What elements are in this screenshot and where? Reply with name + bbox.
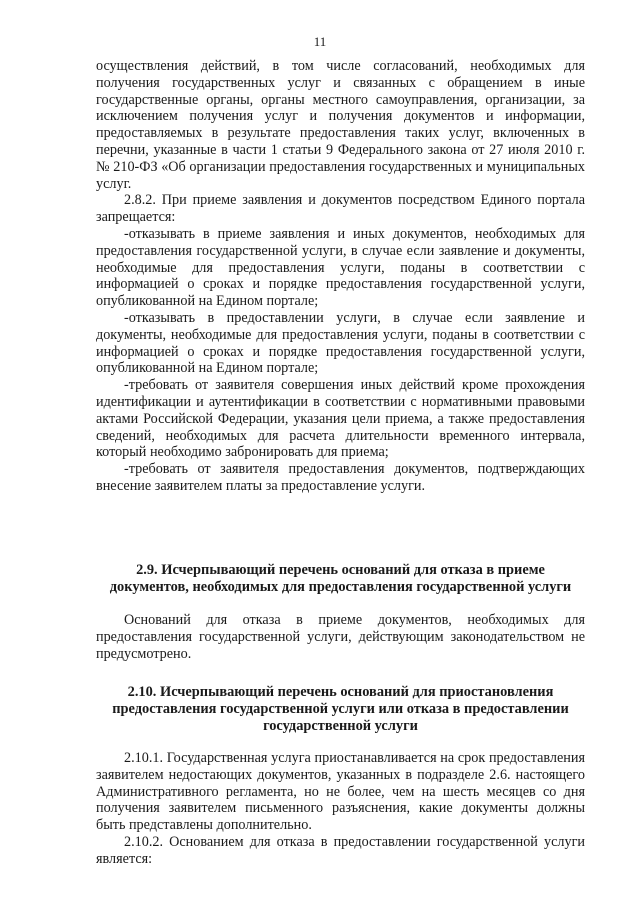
prohibition-item-3: -требовать от заявителя совершения иных действий кроме прохождения идентификации и аутентификации в соответствии с нормативными правовыми актами Российской Федерации, указания цели приема, а также предоставления сведений, необходимых для расчета длительности временного интервала, который необходимо забронировать для приема; xyxy=(96,377,585,461)
section-2-8-2-intro: 2.8.2. При приеме заявления и документов посредством Единого портала запрещается: xyxy=(96,192,585,226)
section-2-10 xyxy=(96,684,585,735)
section-2-9 xyxy=(96,562,585,596)
prohibition-item-4: -требовать от заявителя предоставления документов, подтверждающих внесение заявителем платы за предоставление услуги. xyxy=(96,461,585,494)
page-number: 11 xyxy=(313,34,327,49)
prohibition-item-1: -отказывать в приеме заявления и иных документов, необходимых для предоставления государственной услуги, в случае если заявление и документы, необходимые для предоставления услуги, поданы в соответствии с информацией о сроках и порядке предоставления государственной услуги, опубликованной на Едином портале; xyxy=(96,225,585,310)
section-2-9-heading: 2.9. Исчерпывающий перечень оснований для отказа в приеме документов, необходимых для предоставления государственной услуги xyxy=(109,562,572,595)
section-2-9-text: Оснований для отказа в приеме документов, необходимых для предоставления государственной услуги, действующим законодательством не предусмотрено. xyxy=(96,612,585,662)
section-2-10-body xyxy=(96,750,585,868)
intro-paragraph: осуществления действий, в том числе согласований, необходимых для получения государственных услуг и связанных с обращением в иные государственные органы, органы местного самоуправления, организации, за исключением получения услуг и получения документов и информации, предоставляемых в результате предоставления таких услуг, включенных в перечни, указанные в части 1 статьи 9 Федерального закона от 27 июля 2010 г. № 210-ФЗ «Об организации предоставления государственных и муниципальных услуг. xyxy=(96,58,585,192)
section-2-10-1: 2.10.1. Государственная услуга приостанавливается на срок предоставления заявителем недостающих документов, указанных в подразделе 2.6. настоящего Административного регламента, но не более, чем на шесть месяцев со дня получения заявителем письменного разъяснения, какие документы должны быть представлены дополнительно. xyxy=(96,750,585,834)
section-2-10-2: 2.10.2. Основанием для отказа в предоставлении государственной услуги является: xyxy=(96,833,585,867)
section-2-9-body xyxy=(96,612,585,662)
prohibition-item-2: -отказывать в предоставлении услуги, в случае если заявление и документы, необходимые для предоставления услуги, поданы в соответствии с информацией о сроках и порядке предоставления государственной услуги, опубликованной на Едином портале; xyxy=(96,309,585,377)
section-2-10-heading: 2.10. Исчерпывающий перечень оснований для приостановления предоставления государственной услуги или отказа в предоставлении государственной услуги xyxy=(112,684,569,734)
document-body xyxy=(96,58,585,495)
